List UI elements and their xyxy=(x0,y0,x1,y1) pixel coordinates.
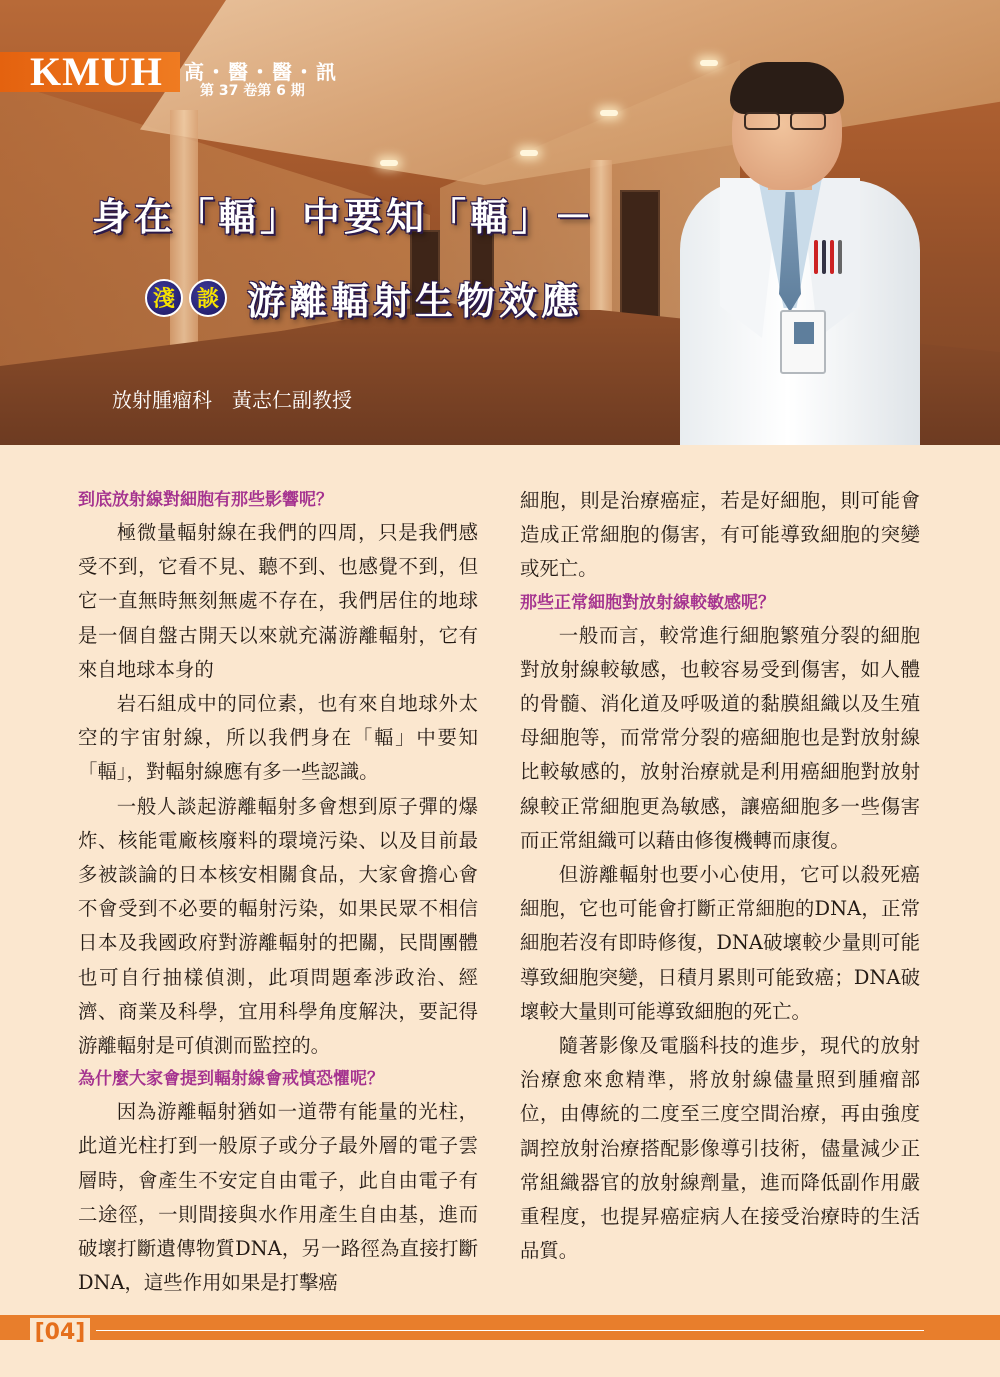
paragraph: 但游離輻射也要小心使用，它可以殺死癌細胞，它也可能會打斷正常細胞的DNA，正常細胞若沒有即時修復，DNA破壞較少量則可能導致細胞突變，日積月累則可能致癌；DNA破壞較大量則可能導致細胞的死亡。 xyxy=(520,863,920,1023)
ceiling-light xyxy=(380,160,398,166)
left-column xyxy=(78,484,478,1300)
paragraph: 隨著影像及電腦科技的進步，現代的放射治療愈來愈精準，將放射線儘量照到腫瘤部位，由傳統的二度至三度空間治療，再由強度調控放射治療搭配影像導引技術，儘量減少正常組織器官的放射線劑量，進而降低副作用嚴重程度，也提昇癌症病人在接受治療時的生活品質。 xyxy=(520,1034,920,1263)
hero-banner xyxy=(0,0,1000,445)
article-title-line2 xyxy=(145,270,583,325)
journal-title: 高・醫・醫・訊 xyxy=(184,60,338,84)
paragraph: 岩石組成中的同位素，也有來自地球外太空的宇宙射線，所以我們身在「輻」中要知「輻」，對輻射線應有多一些認識。 xyxy=(78,692,478,784)
article-subtitle: 游離輻射生物效應 xyxy=(247,279,584,323)
pens-icon xyxy=(810,240,850,280)
section-heading: 到底放射線對細胞有那些影響呢？ xyxy=(78,490,333,510)
section-heading: 那些正常細胞對放射線較敏感呢？ xyxy=(520,592,775,613)
paragraph: 一般人談起游離輻射多會想到原子彈的爆炸、核能電廠核廢料的環境污染、以及目前最多被談論的日本核安相關食品，大家會擔心會不會受到不必要的輻射污染，如果民眾不相信日本及我國政府對游離輻射的把關，民間團體也可自行抽樣偵測，此項問題牽涉政治、經濟、商業及科學，宜用科學角度解決，要記得游離輻射是可偵測而監控的。 xyxy=(78,794,478,1058)
article-author: 放射腫瘤科 黃志仁副教授 xyxy=(112,388,352,412)
corridor-pillar xyxy=(170,110,198,380)
id-badge xyxy=(780,310,826,374)
doctor-photo xyxy=(680,60,920,445)
paragraph: 因為游離輻射猶如一道帶有能量的光柱，此道光柱打到一般原子或分子最外層的電子雲層時，會產生不安定自由電子，此自由電子有二途徑，一則間接與水作用產生自由基，進而破壞打斷遺傳物質DNA，另一路徑為直接打斷DNA，這些作用如果是打擊癌 xyxy=(78,1100,478,1295)
section-heading: 為什麼大家會提到輻射線會戒慎恐懼呢？ xyxy=(78,1069,384,1090)
footer-bar xyxy=(0,1315,1000,1340)
title-circle-char: 淺 xyxy=(145,279,183,317)
paragraph: 一般而言，較常進行細胞繁殖分裂的細胞對放射線較敏感，也較容易受到傷害，如人體的骨髓、消化道及呼吸道的黏膜組織以及生殖母細胞等，而常常分裂的癌細胞也是對放射線比較敏感的，放射治療就是利用癌細胞對放射線較正常細胞更為敏感，讓癌細胞多一些傷害而正常組織可以藉由修復機轉而康復。 xyxy=(520,623,920,852)
footer-rule xyxy=(96,1330,924,1331)
article-title-line1: 身在「輻」中要知「輻」－ xyxy=(92,195,597,239)
kmuh-logo: KMUH xyxy=(30,49,163,94)
ceiling-light xyxy=(520,150,538,156)
paragraph: 細胞，則是治療癌症，若是好細胞，則可能會造成正常細胞的傷害，有可能導致細胞的突變或死亡。 xyxy=(520,489,920,581)
paragraph: 極微量輻射線在我們的四周，只是我們感受不到，它看不見、聽不到、也感覺不到，但它一直無時無刻無處不存在，我們居住的地球是一個自盤古開天以來就充滿游離輻射，它有來自地球本身的 xyxy=(78,521,478,681)
glasses-icon xyxy=(744,112,830,132)
journal-issue: 第 37 卷第 6 期 xyxy=(200,83,305,99)
title-circle-char: 談 xyxy=(189,279,227,317)
right-column xyxy=(520,484,920,1268)
ceiling-light xyxy=(600,110,618,116)
page-number: [04] xyxy=(30,1318,90,1348)
